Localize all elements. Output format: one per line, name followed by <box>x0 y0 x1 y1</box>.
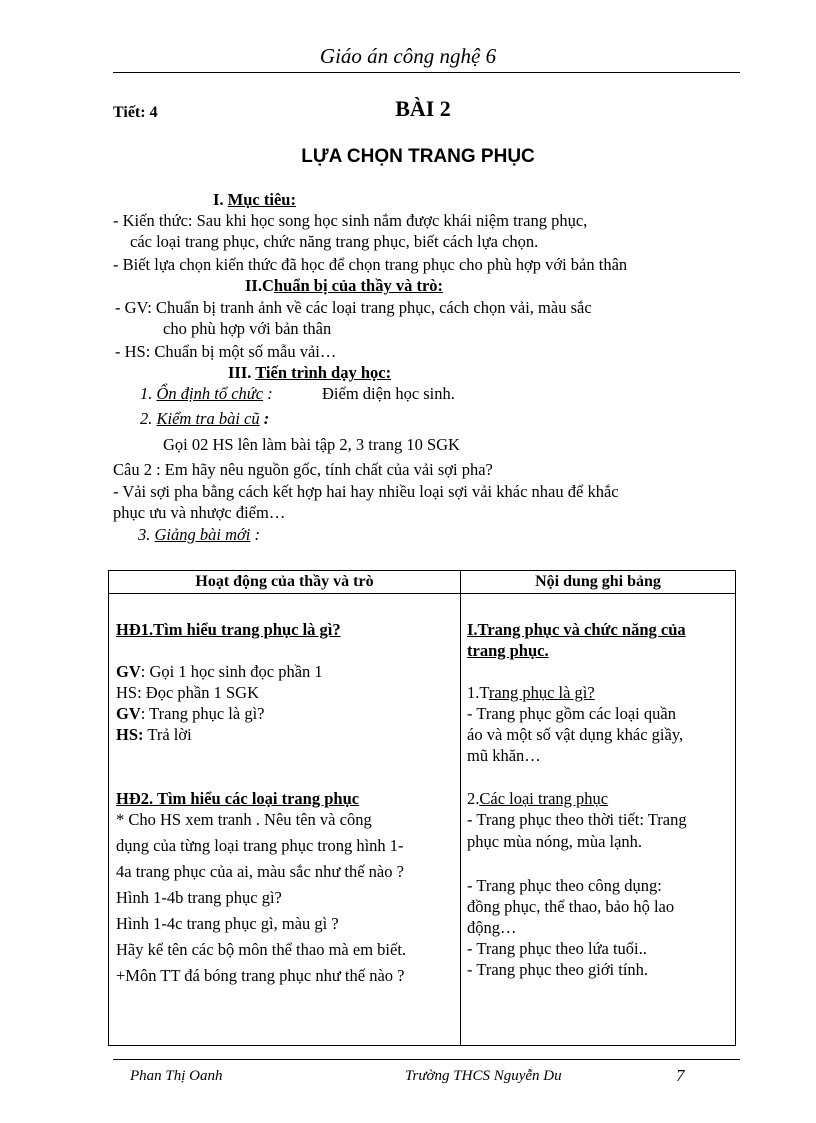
table-header-activities: Hoạt động của thầy và trò <box>109 571 461 594</box>
subsection-1-line: - Trang phục gồm các loại quần <box>467 704 676 723</box>
step-2-colon: : <box>259 409 270 428</box>
hd2-line: * Cho HS xem tranh . Nêu tên và công <box>116 810 372 829</box>
hd2-line: dụng của từng loại trang phục trong hình 1- <box>116 836 404 855</box>
hd1-role: HS: <box>116 725 144 744</box>
hd2-line: Hãy kể tên các bộ môn thể thao mà em biết. <box>116 940 407 959</box>
preparation-heading <box>245 276 443 296</box>
step-1-label: Ổn định tổ chức <box>156 384 264 403</box>
subsection-1-title <box>467 683 595 703</box>
lesson-number: Tiết: 4 <box>113 104 158 121</box>
step-1-value: Điểm diện học sinh. <box>322 384 455 403</box>
hd1-title: HĐ1.Tìm hiểu trang phục là gì? <box>116 620 341 639</box>
lesson-title: BÀI 2 <box>395 96 451 121</box>
section-1-title: I.Trang phục và chức năng của <box>467 620 686 639</box>
hd1-line: HS: Đọc phần 1 SGK <box>116 683 259 702</box>
subsection-1-prefix: 1.T <box>467 683 489 702</box>
step-3-number: 3. <box>138 525 155 544</box>
subsection-2-line: - Trang phục theo giới tính. <box>467 960 649 979</box>
preparation-heading-prefix: II.C <box>245 276 274 295</box>
subsection-1-text: rang phục là gì? <box>488 683 595 702</box>
preparation-heading-text: huẩn bị của thầy và trò: <box>273 276 444 295</box>
table-header-content: Nội dung ghi bảng <box>461 571 736 594</box>
step-3-colon: : <box>250 525 261 544</box>
step-1-number: 1. <box>140 384 157 403</box>
lesson-topic: LỰA CHỌN TRANG PHỤC <box>301 146 535 167</box>
header-title: Giáo án công nghệ 6 <box>319 44 497 68</box>
procedure-heading-prefix: III. <box>228 363 256 382</box>
subsection-2-line: - Trang phục theo lứa tuổi.. <box>467 939 647 958</box>
preparation-line: cho phù hợp với bản thân <box>163 319 332 338</box>
header-rule <box>113 72 740 73</box>
procedure-step-2 <box>140 409 269 429</box>
hd2-title: HĐ2. Tìm hiểu các loại trang phục <box>116 789 360 808</box>
hd1-role: GV <box>116 704 141 723</box>
subsection-2-title <box>467 789 608 809</box>
hd2-line: +Môn TT đá bóng trang phục như thế nào ? <box>116 966 405 985</box>
section-1-title: trang phục. <box>467 641 549 660</box>
subsection-2-line: đồng phục, thể thao, bảo hộ lao <box>467 897 675 916</box>
objectives-heading-prefix: I. <box>213 190 228 209</box>
subsection-1-line: mũ khăn… <box>467 746 541 765</box>
footer-rule <box>113 1059 740 1060</box>
review-answer-line: - Vải sợi pha bằng cách kết hợp hai hay nhiều loại sợi vải khác nhau để khắc <box>113 482 619 501</box>
hd1-line <box>116 725 192 745</box>
procedure-step-1 <box>140 384 273 404</box>
step-3-label: Giảng bài mới <box>154 525 251 544</box>
objectives-line: - Kiến thức: Sau khi học song học sinh nắm được khái niệm trang phục, <box>113 211 588 230</box>
procedure-heading <box>228 363 391 383</box>
subsection-2-line: động… <box>467 918 517 937</box>
objectives-heading <box>213 190 296 210</box>
subsection-2-text: Các loại trang phục <box>479 789 609 808</box>
preparation-line: - GV: Chuẩn bị tranh ảnh về các loại trang phục, cách chọn vải, màu sắc <box>115 298 592 317</box>
objectives-line: các loại trang phục, chức năng trang phục, biết cách lựa chọn. <box>130 232 539 251</box>
hd1-line <box>116 704 265 724</box>
subsection-2-prefix: 2. <box>467 789 480 808</box>
subsection-1-line: áo và một số vật dụng khác giầy, <box>467 725 684 744</box>
objectives-heading-text: Mục tiêu: <box>227 190 296 209</box>
review-answer-line: phục ưu và nhược điểm… <box>113 503 286 522</box>
hd1-text: : Gọi 1 học sinh đọc phần 1 <box>140 662 323 681</box>
procedure-step-3 <box>138 525 260 545</box>
lesson-plan-table <box>108 570 736 1046</box>
hd1-text: Trả lời <box>143 725 192 744</box>
subsection-2-line: phục mùa nóng, mùa lạnh. <box>467 832 643 851</box>
board-content-cell <box>461 594 736 1046</box>
hd2-line: 4a trang phục của ai, màu sắc như thế nào ? <box>116 862 404 881</box>
subsection-2-line: - Trang phục theo công dụng: <box>467 876 662 895</box>
step-1-colon: : <box>263 384 273 403</box>
step-2-label: Kiểm tra bài cũ <box>156 409 260 428</box>
table-header-row <box>109 571 736 594</box>
hd1-line <box>116 662 323 682</box>
procedure-heading-text: Tiến trình dạy học: <box>255 363 392 382</box>
subsection-2-line: - Trang phục theo thời tiết: Trang <box>467 810 687 829</box>
hd1-text: : Trang phục là gì? <box>140 704 265 723</box>
table-row <box>109 594 736 1046</box>
step-2-number: 2. <box>140 409 157 428</box>
footer-author: Phan Thị Oanh <box>130 1068 223 1084</box>
objectives-line: - Biết lựa chọn kiến thức đã học để chọn trang phục cho phù hợp với bản thân <box>113 255 628 274</box>
hd2-line: Hình 1-4b trang phục gì? <box>116 888 282 907</box>
footer-school: Trường THCS Nguyễn Du <box>405 1068 562 1084</box>
activities-cell <box>109 594 461 1046</box>
hd1-role: GV <box>116 662 141 681</box>
hd2-line: Hình 1-4c trang phục gì, màu gì ? <box>116 914 339 933</box>
preparation-line: - HS: Chuẩn bị một số mẫu vải… <box>115 342 337 361</box>
review-question: Câu 2 : Em hãy nêu nguồn gốc, tính chất của vải sợi pha? <box>113 460 493 479</box>
footer-page-number: 7 <box>676 1066 685 1085</box>
step-2-task: Gọi 02 HS lên làm bài tập 2, 3 trang 10 SGK <box>163 435 460 454</box>
